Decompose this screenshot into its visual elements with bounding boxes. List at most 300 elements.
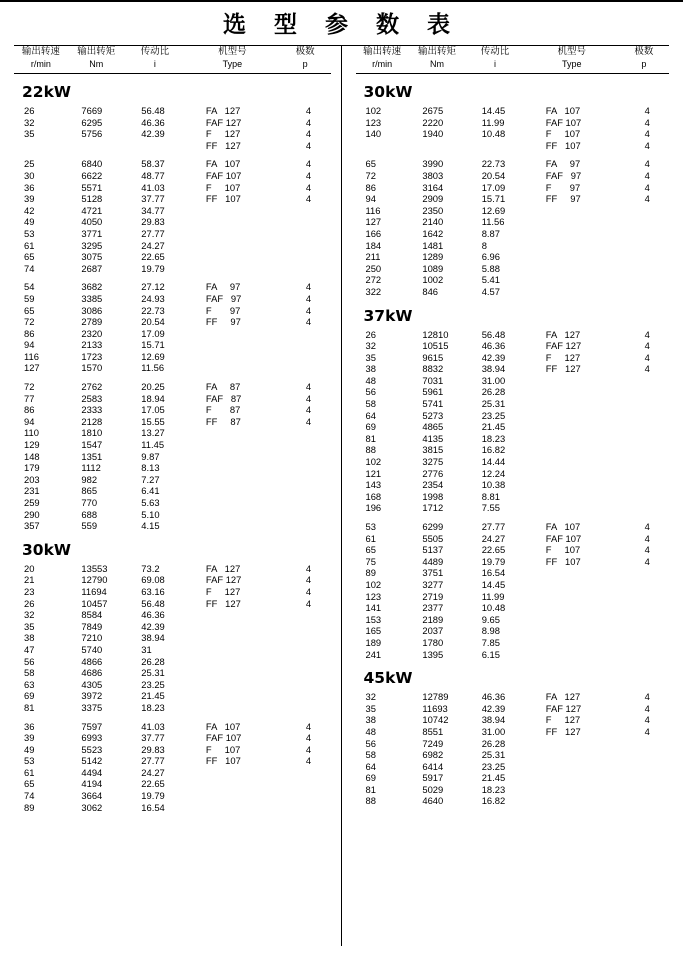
table-row	[14, 679, 331, 691]
cell-output-speed: 259	[24, 497, 40, 508]
cell-output-torque: 4135	[422, 432, 444, 444]
table-row	[14, 105, 331, 117]
cell-output-speed: 86	[24, 327, 35, 339]
cell-poles	[625, 421, 669, 433]
cell-poles	[625, 274, 669, 286]
cell-type	[532, 649, 626, 661]
cell-poles: 4	[305, 128, 312, 140]
cell-poles	[625, 614, 669, 626]
table-row	[14, 497, 331, 509]
header-rpm: 输出转速	[21, 46, 60, 57]
cell-output-speed: 65	[365, 158, 376, 170]
table-row	[356, 533, 670, 545]
cell-ratio: 27.12	[141, 281, 165, 293]
table-row	[14, 404, 331, 416]
cell-output-speed: 123	[365, 116, 382, 128]
cell-output-speed: 26	[24, 105, 35, 116]
cell-poles	[287, 632, 331, 644]
left-header-divider	[14, 73, 331, 74]
cell-ratio: 23.25	[481, 760, 506, 772]
cell-output-speed: 65	[24, 778, 35, 790]
cell-type: FA 97	[545, 158, 581, 170]
cell-poles	[625, 761, 669, 773]
table-row	[14, 574, 331, 586]
cell-output-torque: 2909	[422, 193, 444, 205]
cell-output-torque: 3803	[422, 169, 444, 181]
cell-poles: 4	[644, 532, 650, 544]
cell-output-torque: 2189	[422, 613, 444, 625]
cell-type: FAF 97	[205, 292, 242, 304]
cell-type: F 97	[545, 181, 581, 193]
group-spacer-cell	[14, 274, 331, 281]
cell-poles: 4	[644, 363, 650, 375]
cell-poles: 4	[305, 181, 312, 193]
cell-ratio: 23.25	[481, 409, 506, 421]
cell-output-speed: 54	[24, 281, 35, 293]
cell-poles: 4	[305, 292, 312, 304]
cell-output-speed: 127	[365, 216, 382, 228]
group-spacer	[356, 151, 670, 158]
cell-poles: 4	[305, 732, 312, 744]
cell-ratio: 56.48	[141, 597, 165, 609]
cell-poles	[625, 479, 669, 491]
cell-output-speed: 110	[24, 427, 39, 439]
cell-output-torque: 5137	[422, 544, 444, 556]
header-type-unit: Type	[562, 59, 582, 69]
cell-type	[532, 502, 626, 514]
table-row	[14, 393, 331, 405]
table-row	[356, 444, 670, 456]
cell-type	[192, 644, 287, 656]
cell-ratio: 25.31	[481, 749, 506, 761]
cell-type	[192, 497, 287, 509]
cell-poles: 4	[305, 158, 312, 170]
cell-output-speed: 35	[24, 620, 35, 632]
cell-ratio: 5.63	[141, 497, 160, 508]
cell-output-speed: 203	[24, 473, 40, 485]
cell-output-speed: 141	[365, 602, 382, 614]
table-row	[14, 182, 331, 194]
cell-poles: 4	[305, 139, 312, 151]
cell-output-torque: 1780	[422, 636, 444, 648]
table-row	[356, 274, 670, 286]
cell-ratio: 11.99	[481, 590, 505, 602]
cell-output-speed: 166	[365, 227, 382, 239]
cell-ratio: 38.94	[481, 363, 506, 375]
cell-output-speed: 32	[365, 691, 376, 703]
cell-ratio: 11.99	[481, 116, 505, 128]
cell-output-torque: 6622	[81, 169, 103, 181]
table-row	[356, 784, 670, 796]
cell-poles: 4	[644, 193, 650, 205]
table-row	[14, 351, 331, 363]
table-row	[14, 427, 331, 439]
cell-output-speed: 72	[24, 316, 35, 328]
table-row	[356, 105, 670, 117]
cell-type	[192, 609, 287, 621]
cell-type	[192, 656, 287, 668]
section-title: 45kW	[363, 669, 413, 688]
table-row	[356, 228, 670, 240]
cell-output-speed: 56	[365, 386, 376, 398]
cell-output-speed: 75	[365, 555, 376, 567]
cell-output-speed: 53	[365, 521, 376, 532]
table-row	[14, 228, 331, 240]
cell-ratio	[470, 140, 532, 152]
table-row	[356, 649, 670, 661]
cell-ratio: 26.28	[141, 655, 165, 667]
cell-output-speed: 116	[24, 350, 39, 362]
table-row	[356, 749, 670, 761]
cell-poles	[287, 667, 331, 679]
cell-poles: 4	[644, 128, 650, 140]
table-row	[356, 433, 670, 445]
cell-output-speed: 23	[24, 585, 35, 597]
cell-output-torque: 11694	[81, 585, 107, 597]
cell-ratio: 21.45	[481, 772, 506, 784]
cell-ratio: 25.31	[141, 667, 165, 679]
cell-ratio: 37.77	[141, 193, 165, 205]
cell-output-speed: 38	[365, 714, 376, 726]
table-row	[14, 128, 331, 140]
cell-type: F 107	[205, 181, 241, 193]
table-row	[356, 468, 670, 480]
cell-type	[532, 421, 626, 433]
cell-output-speed: 74	[24, 262, 35, 274]
cell-poles: 4	[644, 116, 650, 128]
cell-ratio: 20.54	[481, 169, 506, 181]
cell-poles	[625, 410, 669, 422]
cell-output-torque: 8584	[81, 609, 103, 621]
cell-type	[532, 286, 626, 298]
cell-ratio: 15.71	[141, 339, 165, 351]
cell-output-torque: 559	[81, 520, 98, 532]
cell-ratio: 16.54	[481, 567, 506, 579]
cell-type: F 97	[205, 304, 241, 316]
cell-output-speed: 56	[365, 737, 376, 749]
cell-output-torque: 3682	[81, 281, 103, 293]
cell-ratio: 10.48	[481, 602, 506, 614]
cell-output-torque: 4494	[81, 766, 103, 778]
cell-output-torque: 1940	[422, 128, 444, 140]
cell-output-speed: 47	[24, 643, 35, 655]
cell-output-torque: 3664	[81, 790, 103, 802]
table-row	[356, 128, 670, 140]
cell-type	[192, 702, 287, 714]
group-spacer	[14, 714, 331, 721]
cell-output-torque: 5523	[81, 743, 103, 755]
cell-output-torque: 1112	[81, 462, 101, 474]
cell-poles	[287, 656, 331, 668]
cell-output-speed: 49	[24, 216, 35, 228]
cell-ratio: 14.45	[481, 105, 506, 116]
table-row	[356, 363, 670, 375]
cell-output-torque: 3275	[422, 456, 444, 468]
cell-output-speed: 88	[365, 795, 376, 807]
cell-output-speed: 179	[24, 462, 40, 474]
cell-type	[192, 339, 287, 351]
cell-poles	[287, 485, 331, 497]
cell-ratio: 7.27	[141, 473, 160, 485]
cell-output-torque: 3751	[422, 567, 444, 579]
cell-output-torque: 12790	[81, 574, 108, 586]
cell-type	[532, 761, 626, 773]
cell-ratio: 46.36	[141, 116, 165, 128]
cell-type	[532, 444, 626, 456]
cell-ratio: 17.09	[141, 327, 165, 339]
cell-ratio: 31.00	[481, 725, 506, 737]
cell-ratio: 9.87	[141, 450, 160, 462]
cell-type: FAF 97	[545, 169, 582, 181]
cell-type: FA 107	[205, 720, 241, 732]
cell-poles: 4	[305, 392, 312, 404]
cell-ratio: 27.77	[141, 755, 165, 767]
table-row	[14, 205, 331, 217]
cell-output-speed: 211	[365, 251, 381, 263]
table-row	[14, 381, 331, 393]
cell-output-torque: 6993	[81, 732, 103, 744]
cell-ratio: 21.45	[481, 421, 506, 433]
table-row	[14, 586, 331, 598]
cell-output-torque: 5756	[81, 128, 103, 140]
header-ratio-unit: i	[493, 59, 496, 69]
cell-poles	[625, 251, 669, 263]
cell-output-speed: 20	[24, 562, 35, 574]
cell-type: FA 107	[545, 521, 581, 532]
cell-type: FF 107	[205, 193, 241, 205]
cell-output-torque: 2687	[81, 262, 103, 274]
cell-ratio: 8.98	[481, 625, 500, 637]
table-row	[14, 263, 331, 275]
table-row	[14, 485, 331, 497]
table-row	[356, 521, 670, 533]
table-row	[14, 744, 331, 756]
table-row	[356, 479, 670, 491]
table-row	[356, 567, 670, 579]
cell-type	[192, 790, 287, 802]
cell-poles	[287, 328, 331, 340]
cell-output-speed: 121	[365, 467, 382, 479]
cell-type	[532, 456, 626, 468]
header-ratio: 传动比	[480, 46, 510, 57]
cell-output-speed: 72	[24, 381, 35, 393]
cell-poles	[287, 427, 331, 439]
table-row	[356, 286, 670, 298]
cell-ratio: 46.36	[481, 691, 506, 703]
spec-table	[14, 105, 331, 532]
cell-poles: 4	[305, 316, 312, 328]
cell-ratio: 12.69	[481, 204, 506, 216]
table-row	[14, 362, 331, 374]
cell-ratio: 10.38	[481, 479, 506, 491]
cell-poles	[625, 456, 669, 468]
left-column	[14, 46, 342, 946]
cell-type: FAF 107	[205, 732, 242, 744]
document-title-bar	[14, 0, 669, 41]
cell-poles: 4	[644, 328, 650, 340]
cell-output-speed: 272	[365, 274, 382, 286]
cell-output-speed: 65	[24, 251, 35, 263]
cell-type: FAF 107	[545, 116, 582, 128]
cell-type	[192, 427, 287, 439]
cell-poles: 4	[644, 691, 650, 703]
cell-type: FAF 127	[205, 116, 242, 128]
cell-ratio: 23.25	[141, 678, 165, 690]
cell-poles: 4	[644, 725, 650, 737]
cell-output-torque: 2220	[422, 116, 444, 128]
cell-type: FA 127	[545, 328, 581, 340]
cell-type	[192, 632, 287, 644]
cell-output-torque	[410, 140, 469, 152]
cell-type: F 127	[545, 714, 581, 726]
cell-output-speed: 102	[365, 578, 382, 590]
cell-poles	[287, 690, 331, 702]
cell-ratio: 22.73	[141, 304, 165, 316]
spec-table	[356, 691, 670, 807]
cell-type	[192, 216, 287, 228]
cell-output-torque: 2789	[81, 316, 103, 328]
cell-ratio: 6.96	[481, 251, 500, 263]
table-row	[356, 714, 670, 726]
cell-type	[532, 410, 626, 422]
cell-ratio: 18.23	[141, 701, 165, 713]
cell-ratio: 29.83	[141, 743, 165, 755]
cell-poles: 4	[644, 181, 650, 193]
cell-type: FF 127	[545, 363, 581, 375]
cell-output-speed: 94	[24, 339, 35, 351]
cell-output-speed: 49	[24, 743, 35, 755]
cell-ratio: 18.23	[481, 783, 506, 795]
cell-output-speed: 25	[24, 158, 35, 170]
table-row	[356, 251, 670, 263]
cell-ratio: 16.82	[481, 444, 506, 456]
cell-ratio: 18.94	[141, 392, 165, 404]
cell-type: F 107	[545, 544, 581, 556]
cell-output-speed: 189	[365, 636, 382, 648]
cell-output-torque: 2776	[422, 467, 444, 479]
cell-ratio: 4.57	[481, 285, 500, 297]
cell-output-speed: 250	[365, 262, 382, 274]
table-row	[356, 456, 670, 468]
cell-output-torque: 770	[81, 497, 98, 508]
table-row	[356, 410, 670, 422]
header-poles: 极数	[295, 46, 315, 57]
cell-output-speed: 36	[24, 720, 35, 732]
header-rpm: 输出转速	[363, 46, 402, 57]
cell-type	[532, 614, 626, 626]
cell-poles: 4	[305, 404, 312, 416]
cell-output-torque: 6295	[81, 116, 103, 128]
cell-type	[192, 362, 287, 374]
cell-type	[192, 474, 287, 486]
cell-type	[192, 621, 287, 633]
cell-poles	[287, 778, 331, 790]
spec-table	[356, 105, 670, 298]
cell-output-speed: 56	[24, 655, 35, 667]
cell-output-speed: 69	[24, 690, 35, 702]
cell-poles: 4	[305, 381, 312, 393]
cell-output-torque: 3375	[81, 701, 103, 713]
cell-output-torque: 4305	[81, 678, 103, 690]
cell-output-speed: 69	[365, 421, 376, 433]
cell-type	[532, 228, 626, 240]
cell-ratio: 17.05	[141, 404, 165, 416]
cell-ratio: 4.15	[141, 520, 160, 532]
cell-output-speed: 322	[365, 285, 382, 297]
right-column-header	[356, 46, 670, 70]
cell-output-torque: 8832	[422, 363, 444, 375]
table-row	[14, 305, 331, 317]
cell-output-torque: 6840	[81, 158, 103, 170]
cell-output-torque: 5505	[422, 532, 444, 544]
cell-ratio: 7.55	[481, 502, 500, 514]
header-poles-unit: p	[302, 59, 308, 69]
section-title: 22kW	[22, 83, 71, 101]
header-poles: 极数	[634, 46, 654, 57]
cell-output-torque: 2037	[422, 625, 444, 637]
cell-ratio: 22.65	[481, 544, 506, 556]
cell-ratio: 56.48	[141, 105, 165, 116]
cell-output-torque: 4686	[81, 667, 103, 679]
table-row	[356, 691, 670, 703]
table-row	[14, 439, 331, 451]
cell-output-torque: 4721	[81, 204, 103, 216]
group-spacer	[14, 274, 331, 281]
table-row	[356, 398, 670, 410]
cell-ratio: 17.09	[481, 181, 506, 193]
cell-poles	[625, 502, 669, 514]
cell-output-speed: 184	[365, 239, 382, 251]
cell-poles	[287, 621, 331, 633]
section-title: 30kW	[363, 83, 413, 101]
cell-output-torque: 2133	[81, 339, 103, 351]
cell-poles	[287, 351, 331, 363]
cell-poles: 4	[305, 105, 312, 116]
spec-table	[14, 563, 331, 813]
cell-type: FAF 127	[205, 574, 242, 586]
table-row	[14, 778, 331, 790]
cell-output-speed: 53	[24, 227, 35, 239]
cell-type: F 127	[205, 128, 241, 140]
cell-output-torque: 1002	[422, 274, 444, 286]
cell-type: FAF 107	[205, 169, 242, 181]
table-row	[356, 205, 670, 217]
cell-output-torque: 2719	[422, 590, 444, 602]
cell-output-torque: 12789	[422, 691, 449, 703]
cell-ratio: 58.37	[141, 158, 165, 170]
cell-output-torque: 7210	[81, 632, 103, 644]
cell-poles	[287, 339, 331, 351]
cell-ratio: 19.79	[141, 790, 165, 802]
table-row	[14, 170, 331, 182]
header-ratio-unit: i	[153, 59, 156, 69]
group-spacer-cell	[14, 714, 331, 721]
cell-output-torque: 1089	[422, 262, 444, 274]
cell-output-speed: 72	[365, 169, 376, 181]
cell-output-speed: 74	[24, 790, 35, 802]
cell-type	[532, 398, 626, 410]
group-spacer-cell	[356, 514, 670, 521]
cell-ratio: 31.00	[481, 374, 506, 386]
cell-output-speed: 88	[365, 444, 376, 456]
table-row	[356, 193, 670, 205]
header-ratio: 传动比	[140, 46, 170, 57]
table-row	[356, 158, 670, 170]
cell-type	[192, 520, 287, 532]
cell-output-torque: 5273	[422, 409, 444, 421]
table-row	[14, 667, 331, 679]
cell-ratio: 8.13	[141, 462, 160, 474]
